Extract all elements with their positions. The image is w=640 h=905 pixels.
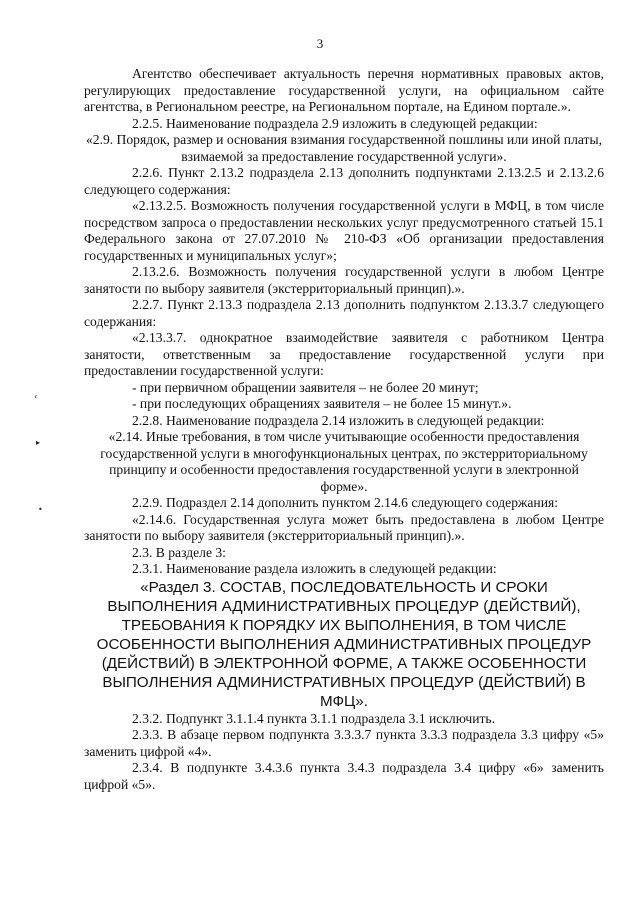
paragraph: 2.3.1. Наименование раздела изложить в следующей редакции: (132, 561, 497, 576)
quoted-paragraph: «2.9. Порядок, размер и основания взимания государственной пошлины или иной платы, взимаемой за предоставление государственной услуги». (85, 132, 603, 164)
document-body (84, 66, 604, 793)
quoted-paragraph: «2.14.6. Государственная услуга может быть предоставлена в любом Центре занятости по выбору заявителя (экстерриториальный принцип).». (84, 511, 604, 543)
paragraph: 2.3.4. В подпункте 3.4.3.6 пункта 3.4.3 подраздела 3.4 цифру «6» заменить цифрой «5». (84, 760, 604, 792)
quoted-paragraph: «2.13.2.5. Возможность получения государственной услуги в МФЦ, в том числе посредством запроса о предоставлении нескольких услуг предусмотренного статьей 15.1 Федерального закона от 27.07.2010 № 210-ФЗ «Об организации предоставления государственных и муниципальных услуг»; (84, 198, 604, 263)
paragraph: 2.3.3. В абзаце первом подпункта 3.3.3.7 пункта 3.3.3 подраздела 3.3 цифру «5» заменить цифрой «4». (84, 727, 604, 759)
list-item: - при последующих обращениях заявителя – не более 15 минут.». (132, 396, 512, 411)
paragraph: 2.2.5. Наименование подраздела 2.9 изложить в следующей редакции: (132, 115, 538, 131)
margin-mark: • (38, 505, 43, 514)
paragraph: 2.2.6. Пункт 2.13.2 подраздела 2.13 дополнить подпунктами 2.13.2.5 и 2.13.2.6 следующего содержания: (84, 165, 604, 197)
paragraph: 2.2.7. Пункт 2.13.3 подраздела 2.13 дополнить подпунктом 2.13.3.7 следующего содержания: (84, 297, 604, 329)
paragraph: 2.2.9. Подраздел 2.14 дополнить пунктом 2.14.6 следующего содержания: (132, 495, 558, 510)
paragraph: Агентство обеспечивает актуальность перечня нормативных правовых актов, регулирующих предоставление государственной услуги, на официальном сайте агентства, в Региональном реестре, на Региональном портале, на Едином портале.». (84, 66, 604, 114)
paragraph: 2.3.2. Подпункт 3.1.1.4 пункта 3.1.1 подраздела 3.1 исключить. (132, 710, 496, 726)
paragraph: 2.13.2.6. Возможность получения государственной услуги в любом Центре занятости по выбору заявителя (экстерриториальный принцип).». (84, 264, 604, 296)
paragraph: 2.3. В разделе 3: (132, 544, 226, 560)
list-item: - при первичном обращении заявителя – не более 20 минут; (132, 379, 479, 395)
quoted-paragraph: «2.13.3.7. однократное взаимодействие заявителя с работником Центра занятости, ответственным за предоставление государственной услуги при предоставлении государственной услуги: (84, 330, 604, 378)
paragraph: 2.2.8. Наименование подраздела 2.14 изложить в следующей редакции: (132, 412, 545, 428)
margin-mark: ▸ (36, 438, 41, 447)
section-heading-quote: «Раздел 3. СОСТАВ, ПОСЛЕДОВАТЕЛЬНОСТЬ И СРОКИ ВЫПОЛНЕНИЯ АДМИНИСТРАТИВНЫХ ПРОЦЕДУР (ДЕЙСТВИЙ), ТРЕБОВАНИЯ К ПОРЯДКУ ИХ ВЫПОЛНЕНИЯ, В ТОМ ЧИСЛЕ ОСОБЕННОСТИ ВЫПОЛНЕНИЯ АДМИНИСТРАТИВНЫХ ПРОЦЕДУР (ДЕЙСТВИЙ) В ЭЛЕКТРОННОЙ ФОРМЕ, А ТАКЖЕ ОСОБЕННОСТИ ВЫПОЛНЕНИЯ АДМИНИСТРАТИВНЫХ ПРОЦЕДУР (ДЕЙСТВИЙ) В МФЦ». (96, 578, 592, 710)
quoted-paragraph: «2.14. Иные требования, в том числе учитывающие особенности предоставления государственной услуги в многофункциональных центрах, по экстерриториальному принципу и особенности предоставления государственной услуги в электронной форме». (100, 429, 588, 494)
margin-mark: ‹ (34, 392, 38, 401)
page-number: 3 (316, 36, 324, 51)
